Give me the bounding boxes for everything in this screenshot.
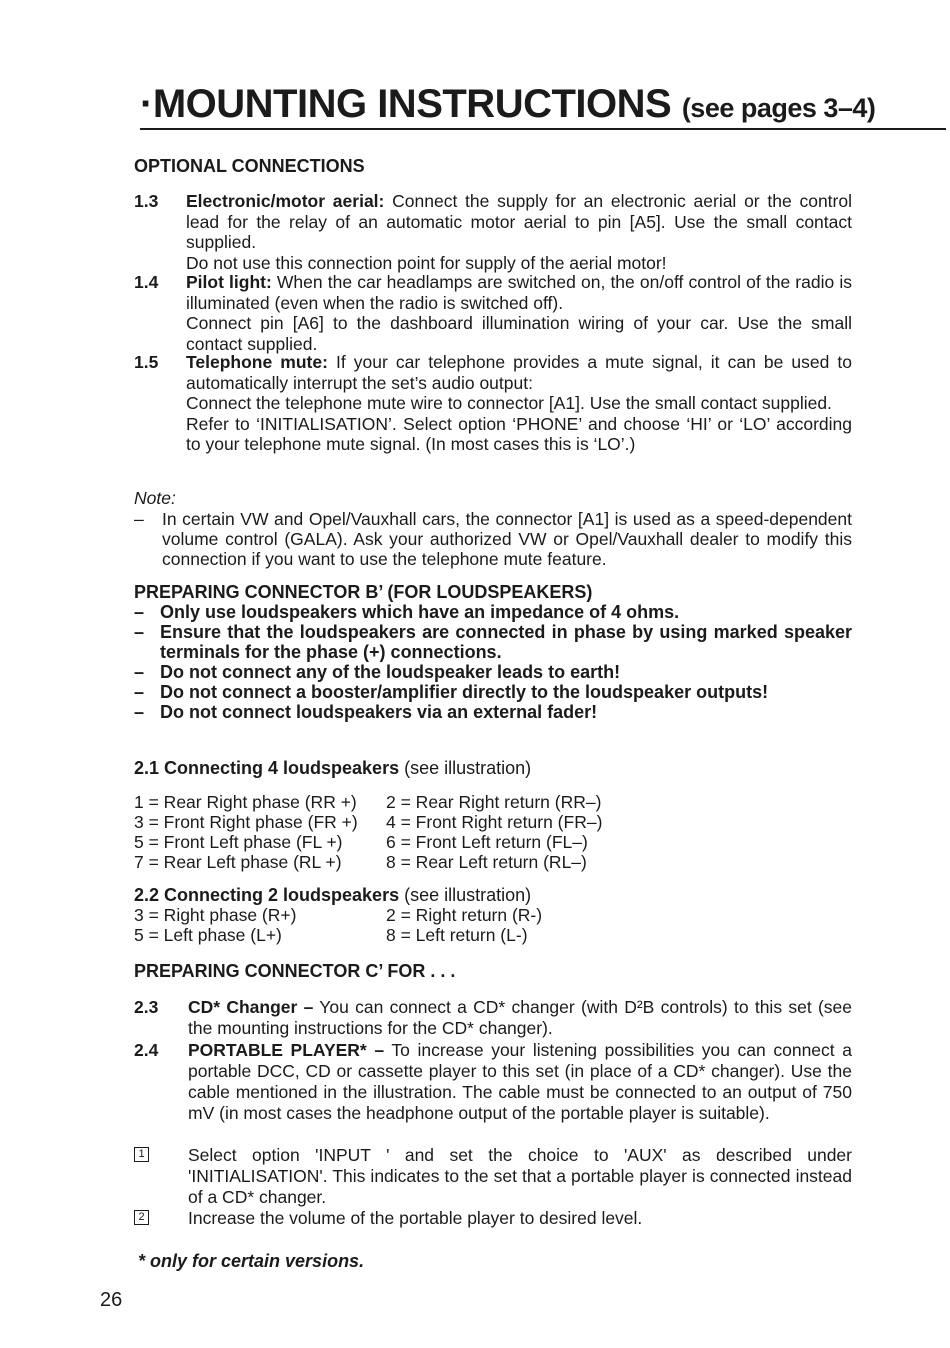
item-text: If your car telephone provides a mute signal, it can be used to automatically interrupt the set’s audio output:	[186, 352, 852, 393]
item-number: 1.5	[134, 352, 159, 372]
item-lead: Telephone mute:	[186, 352, 328, 372]
step-1	[134, 1145, 852, 1208]
pin-cell: 5 = Front Left phase (FL +)	[134, 832, 343, 852]
loudspeaker-warnings	[134, 602, 852, 722]
section-2-1-heading	[134, 758, 531, 778]
warning-text: Do not connect a booster/amplifier directly to the loudspeaker outputs!	[160, 682, 769, 702]
item-text: To increase your listening possibilities you can connect a portable DCC, CD or cassette player to this set (in place of a CD* changer). Use the cable mentioned in the illustration. The cable must be connected to an output of 750 mV (in most cases the headphone output of the portable player is suitable).	[188, 1040, 852, 1123]
pin-cell: 8 = Rear Left return (RL–)	[386, 852, 587, 872]
step-number-box: 2	[134, 1210, 149, 1225]
pin-cell: 2 = Right return (R-)	[386, 905, 543, 925]
item-number: 1.4	[134, 272, 159, 292]
section-title: 2.2 Connecting 2 loudspeakers	[134, 885, 400, 905]
warning-item	[134, 602, 852, 622]
item-1-5	[134, 352, 852, 455]
warning-item	[134, 662, 852, 682]
optional-connections-heading: OPTIONAL CONNECTIONS	[134, 156, 365, 176]
note-text: In certain VW and Opel/Vauxhall cars, the connector [A1] is used as a speed-dependent volume control (GALA). Ask your authorized VW or Opel/Vauxhall dealer to modify this connection if you want to use the telephone mute feature.	[162, 509, 852, 569]
footnote: * only for certain versions.	[138, 1251, 365, 1271]
page-title	[140, 80, 875, 132]
item-1-3	[134, 191, 852, 273]
item-number: 1.3	[134, 191, 159, 211]
item-1-4	[134, 272, 852, 354]
item-lead: PORTABLE PLAYER* –	[188, 1040, 385, 1060]
section-2-2-heading	[134, 885, 531, 905]
warning-item	[134, 622, 852, 662]
section-title: 2.1 Connecting 4 loudspeakers	[134, 758, 400, 778]
table-row	[134, 812, 602, 832]
item-text: You can connect a CD* changer (with D²B controls) to this set (see the mounting instructions for the CD* changer).	[188, 997, 852, 1038]
warning-text: Ensure that the loudspeakers are connected in phase by using marked speaker terminals for the phase (+) connections.	[160, 622, 852, 662]
pin-cell: 3 = Front Right phase (FR +)	[134, 812, 358, 832]
warning-text: Do not connect loudspeakers via an external fader!	[160, 702, 598, 722]
title-main: ·MOUNTING INSTRUCTIONS	[140, 82, 672, 126]
item-2-4	[134, 1040, 852, 1124]
title-subtitle: (see pages 3–4)	[681, 93, 876, 123]
item-lead: CD* Changer –	[188, 997, 314, 1017]
pin-cell: 6 = Front Left return (FL–)	[386, 832, 588, 852]
pin-cell: 5 = Left phase (L+)	[134, 925, 282, 945]
note-title: Note:	[134, 488, 176, 508]
note	[134, 509, 852, 569]
item-text: When the car headlamps are switched on, the on/off control of the radio is illuminated (even when the radio is switched off).	[186, 272, 852, 313]
item-lead: Pilot light:	[186, 272, 272, 292]
warning-dash: –	[134, 622, 145, 642]
step-2	[134, 1208, 852, 1229]
table-row	[134, 852, 602, 872]
connector-c-heading: PREPARING CONNECTOR C’ FOR . . .	[134, 961, 456, 981]
section-suffix: (see illustration)	[399, 758, 532, 778]
note-dash: –	[134, 509, 144, 529]
section-suffix: (see illustration)	[399, 885, 532, 905]
step-text: Increase the volume of the portable player to desired level.	[188, 1208, 643, 1228]
page-number: 26	[100, 1289, 123, 1311]
step-number-box: 1	[134, 1147, 149, 1162]
warning-dash: –	[134, 662, 145, 682]
warning-item	[134, 702, 852, 722]
table-row	[134, 905, 542, 925]
connector-b-heading: PREPARING CONNECTOR B’ (FOR LOUDSPEAKERS)	[134, 582, 593, 602]
pin-cell: 3 = Right phase (R+)	[134, 905, 297, 925]
warning-item	[134, 682, 852, 702]
item-extra: Connect pin [A6] to the dashboard illumination wiring of your car. Use the small contact supplied.	[186, 313, 852, 354]
item-extra: Do not use this connection point for supply of the aerial motor!	[186, 252, 667, 273]
warning-dash: –	[134, 682, 145, 702]
four-speaker-pin-table	[134, 792, 602, 872]
item-text: Connect the supply for an electronic aerial or the control lead for the relay of an automatic motor aerial to pin [A5]. Use the small contact supplied.	[186, 191, 852, 252]
warning-dash: –	[134, 702, 145, 722]
pin-cell: 4 = Front Right return (FR–)	[386, 812, 603, 832]
item-2-3	[134, 997, 852, 1039]
pin-cell: 2 = Rear Right return (RR–)	[386, 792, 602, 812]
item-extra: Refer to ‘INITIALISATION’. Select option ‘PHONE’ and choose ‘HI’ or ‘LO’ according to your telephone mute signal. (In most cases this is ‘LO’.)	[186, 413, 852, 454]
warning-text: Do not connect any of the loudspeaker leads to earth!	[160, 662, 621, 682]
item-lead: Electronic/motor aerial:	[186, 191, 385, 211]
item-extra: Connect the telephone mute wire to connector [A1]. Use the small contact supplied.	[186, 393, 832, 413]
pin-cell: 7 = Rear Left phase (RL +)	[134, 852, 342, 872]
warning-text: Only use loudspeakers which have an impedance of 4 ohms.	[160, 602, 680, 622]
table-row	[134, 925, 542, 945]
item-number: 2.4	[134, 1040, 159, 1060]
table-row	[134, 832, 602, 852]
title-rule	[140, 128, 946, 130]
table-row	[134, 792, 602, 812]
item-number: 2.3	[134, 997, 159, 1017]
step-text: Select option 'INPUT ' and set the choice to 'AUX' as described under 'INITIALISATION'. This indicates to the set that a portable player is connected instead of a CD* changer.	[188, 1145, 852, 1207]
two-speaker-pin-table	[134, 905, 542, 945]
warning-dash: –	[134, 602, 145, 622]
pin-cell: 1 = Rear Right phase (RR +)	[134, 792, 357, 812]
pin-cell: 8 = Left return (L-)	[386, 925, 528, 945]
